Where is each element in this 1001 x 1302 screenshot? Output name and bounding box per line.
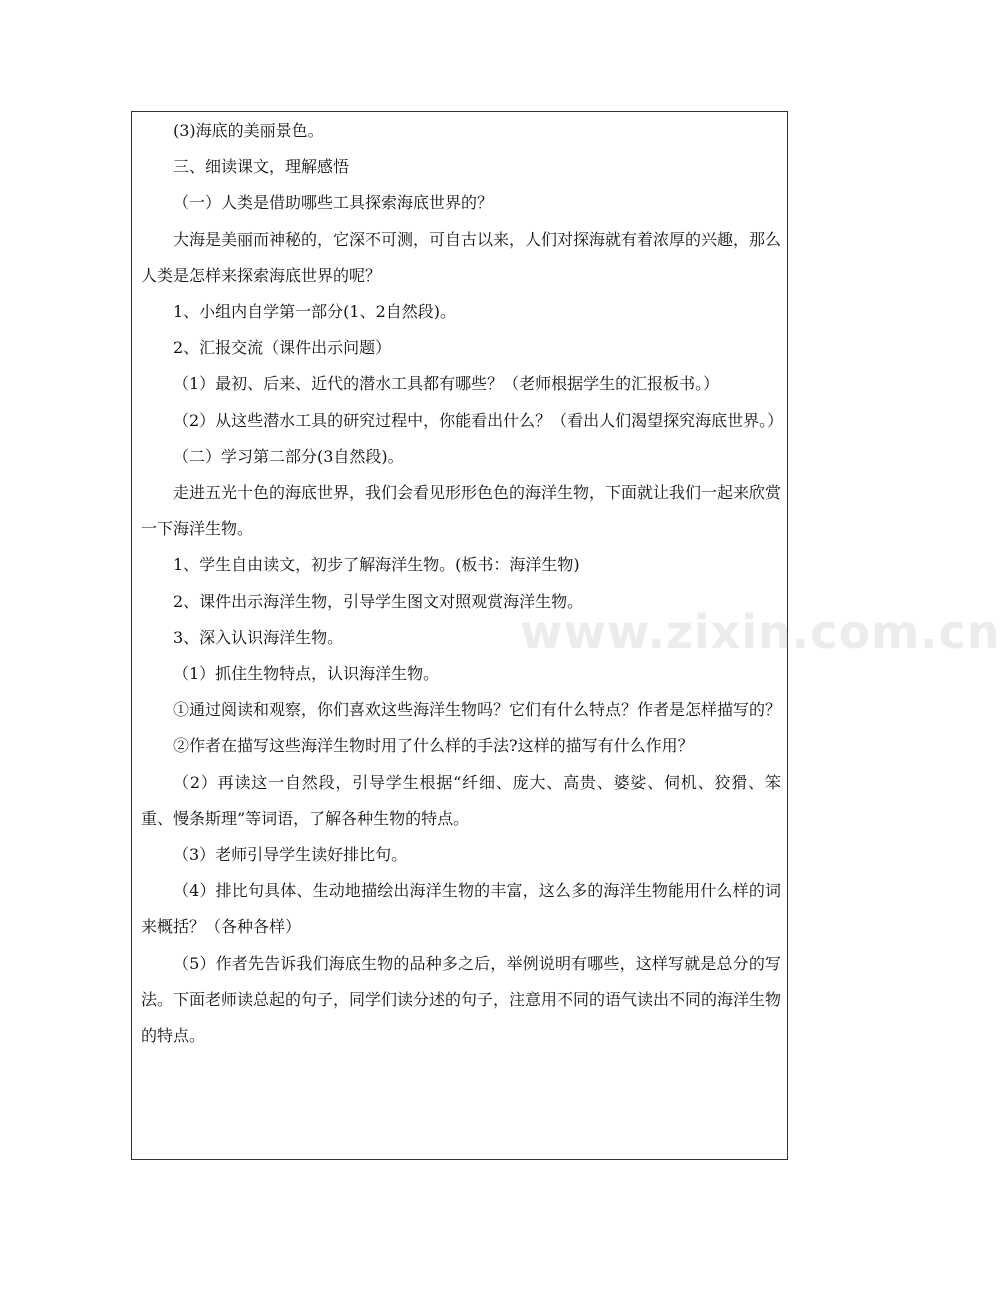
paragraph: 大海是美丽而神秘的，它深不可测，可自古以来，人们对探海就有着浓厚的兴趣，那么人类是怎样来探索海底世界的呢？: [141, 229, 782, 285]
paragraph: 3、深入认识海洋生物。: [173, 627, 344, 647]
paragraph: 1、小组内自学第一部分(1、2自然段)。: [173, 302, 457, 322]
document-body: [141, 113, 784, 1054]
paragraph: （1）最初、后来、近代的潜水工具都有哪些？（老师根据学生的汇报板书。）: [173, 374, 720, 394]
section-heading: 三、细读课文，理解感悟: [173, 157, 350, 177]
paragraph: （3）老师引导学生读好排比句。: [173, 845, 408, 865]
paragraph: （4）排比句具体、生动地描绘出海洋生物的丰富，这么多的海洋生物能用什么样的词来概括？（各种各样）: [141, 881, 781, 937]
paragraph: 2、课件出示海洋生物，引导学生图文对照观赏海洋生物。: [173, 591, 584, 611]
paragraph: 2、汇报交流（课件出示问题）: [173, 338, 392, 358]
subsection-heading: （二）学习第二部分(3自然段)。: [173, 446, 404, 466]
paragraph: 1、学生自由读文，初步了解海洋生物。(板书：海洋生物): [173, 555, 580, 575]
paragraph: ①通过阅读和观察，你们喜欢这些海洋生物吗？它们有什么特点？作者是怎样描写的？: [173, 700, 782, 720]
paragraph: （2）再读这一自然段，引导学生根据“纤细、庞大、高贵、婆娑、伺机、狡猾、笨重、慢条斯理”等词语，了解各种生物的特点。: [141, 772, 781, 828]
paragraph: （2）从这些潜水工具的研究过程中，你能看出什么？（看出人们渴望探究海底世界。）: [173, 410, 784, 430]
paragraph: ②作者在描写这些海洋生物时用了什么样的手法?这样的描写有什么作用？: [173, 736, 694, 756]
paragraph: 走进五光十色的海底世界，我们会看见形形色色的海洋生物，下面就让我们一起来欣赏一下海洋生物。: [141, 483, 782, 539]
subsection-heading: （一）人类是借助哪些工具探索海底世界的？: [173, 193, 494, 213]
paragraph: （5）作者先告诉我们海底生物的品种多之后，举例说明有哪些，这样写就是总分的写法。下面老师读总起的句子，同学们读分述的句子，注意用不同的语气读出不同的海洋生物的特点。: [141, 953, 782, 1046]
watermark: www.zixin.com.cn: [520, 605, 1001, 659]
paragraph: (3)海底的美丽景色。: [173, 121, 324, 140]
paragraph: （1）抓住生物特点，认识海洋生物。: [173, 664, 440, 684]
